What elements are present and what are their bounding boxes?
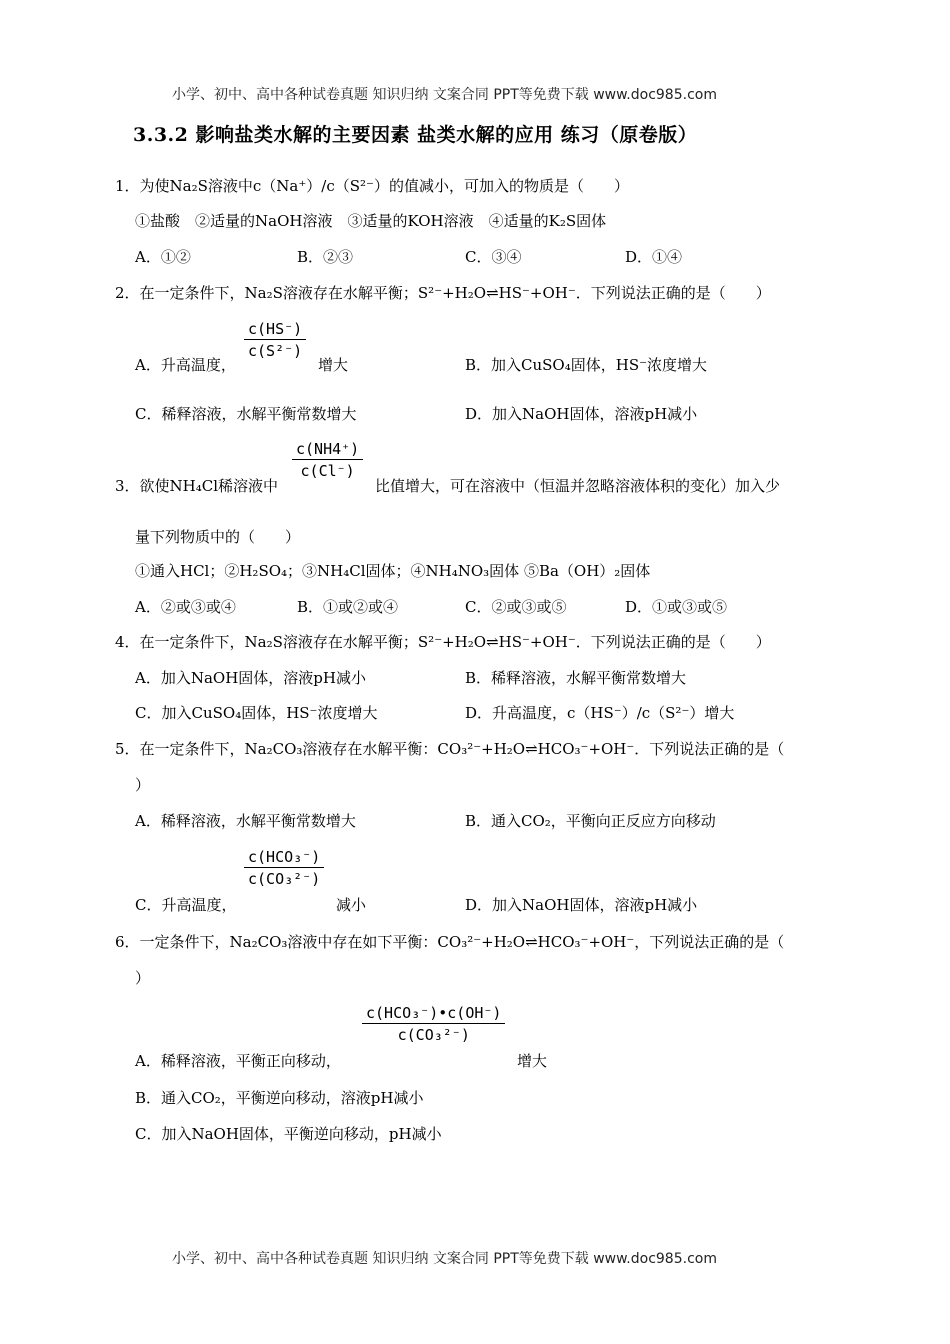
fraction-denominator: c(CO₃²⁻) [397,1026,470,1044]
q2-option-a-text: A．升高温度， [135,356,236,374]
q5-option-c-text: C．升高温度， [135,896,237,914]
q1-stem: 1．为使Na₂S溶液中c（Na⁺）/c（S²⁻）的值减小，可加入的物质是（ ） [115,177,629,195]
q5-option-c-fraction [244,848,324,888]
q6-stem: 6．一定条件下，Na₂CO₃溶液中存在如下平衡：CO₃²⁻+H₂O⇌HCO₃⁻+OH⁻，下列说法正确的是（ [115,933,785,951]
q5-stem: 5．在一定条件下，Na₂CO₃溶液存在水解平衡：CO₃²⁻+H₂O⇌HCO₃⁻+OH⁻．下列说法正确的是（ [115,740,785,758]
page-footer: 小学、初中、高中各种试卷真题 知识归纳 文案合同 PPT等免费下载 www.doc985.com [172,1251,717,1267]
q6-option-a-fraction [362,1004,505,1044]
q3-option-d: D．①或③或⑤ [625,598,728,616]
q4-option-a: A．加入NaOH固体，溶液pH减小 [135,669,366,687]
q3-option-c: C．②或③或⑤ [465,598,567,616]
q6-option-b: B．通入CO₂，平衡逆向移动，溶液pH减小 [135,1089,424,1107]
fraction-numerator: c(HCO₃⁻) [244,848,324,868]
q4-option-d: D．升高温度，c（HS⁻）/c（S²⁻）增大 [465,704,735,722]
q5-option-d: D．加入NaOH固体，溶液pH减小 [465,896,698,914]
q6-stem-cont: ） [135,969,151,987]
q3-stem-end: 比值增大，可在溶液中（恒温并忽略溶液体积的变化）加入少 [375,477,781,495]
q3-option-a: A．②或③或④ [135,598,236,616]
q2-option-c: C．稀释溶液，水解平衡常数增大 [135,405,357,423]
q6-option-c: C．加入NaOH固体，平衡逆向移动，pH减小 [135,1125,442,1143]
q4-option-b: B．稀释溶液，水解平衡常数增大 [465,669,687,687]
fraction-numerator: c(HCO₃⁻)•c(OH⁻) [362,1004,505,1024]
q1-option-a: A．①② [135,248,191,266]
q2-option-a-suffix: 增大 [318,356,349,374]
q5-option-a: A．稀释溶液，水解平衡常数增大 [135,812,356,830]
q4-option-c: C．加入CuSO₄固体，HS⁻浓度增大 [135,704,378,722]
q3-fraction [292,440,363,480]
fraction-numerator: c(NH4⁺) [292,440,363,460]
q2-option-a-fraction [244,320,306,360]
q6-option-a-suffix: 增大 [517,1052,548,1070]
q6-option-a-text: A．稀释溶液，平衡正向移动， [135,1052,341,1070]
q5-option-c-suffix: 减小 [336,896,367,914]
q1-option-b: B．②③ [297,248,354,266]
q3-stem-cont: 量下列物质中的（ ） [135,528,301,546]
q1-option-c: C．③④ [465,248,522,266]
q5-stem-cont: ） [135,776,151,794]
q2-option-d: D．加入NaOH固体，溶液pH减小 [465,405,698,423]
fraction-numerator: c(HS⁻) [244,320,306,340]
q3-stem-start: 3．欲使NH₄Cl稀溶液中 [115,477,279,495]
q1-option-d: D．①④ [625,248,683,266]
fraction-denominator: c(Cl⁻) [300,462,355,480]
q3-items: ①通入HCl；②H₂SO₄；③NH₄Cl固体；④NH₄NO₃固体 ⑤Ba（OH）₂固体 [135,562,651,580]
q5-option-b: B．通入CO₂，平衡向正反应方向移动 [465,812,716,830]
q1-items: ①盐酸 ②适量的NaOH溶液 ③适量的KOH溶液 ④适量的K₂S固体 [135,212,607,230]
q3-option-b: B．①或②或④ [297,598,399,616]
q2-option-b: B．加入CuSO₄固体，HS⁻浓度增大 [465,356,708,374]
q2-stem: 2．在一定条件下，Na₂S溶液存在水解平衡；S²⁻+H₂O⇌HS⁻+OH⁻．下列说法正确的是（ ） [115,284,771,302]
page-header: 小学、初中、高中各种试卷真题 知识归纳 文案合同 PPT等免费下载 www.doc985.com [172,87,717,103]
page-title: 3.3.2 影响盐类水解的主要因素 盐类水解的应用 练习（原卷版） [133,124,698,146]
fraction-denominator: c(CO₃²⁻) [248,870,321,888]
fraction-denominator: c(S²⁻) [248,342,303,360]
q4-stem: 4．在一定条件下，Na₂S溶液存在水解平衡；S²⁻+H₂O⇌HS⁻+OH⁻．下列说法正确的是（ ） [115,633,771,651]
